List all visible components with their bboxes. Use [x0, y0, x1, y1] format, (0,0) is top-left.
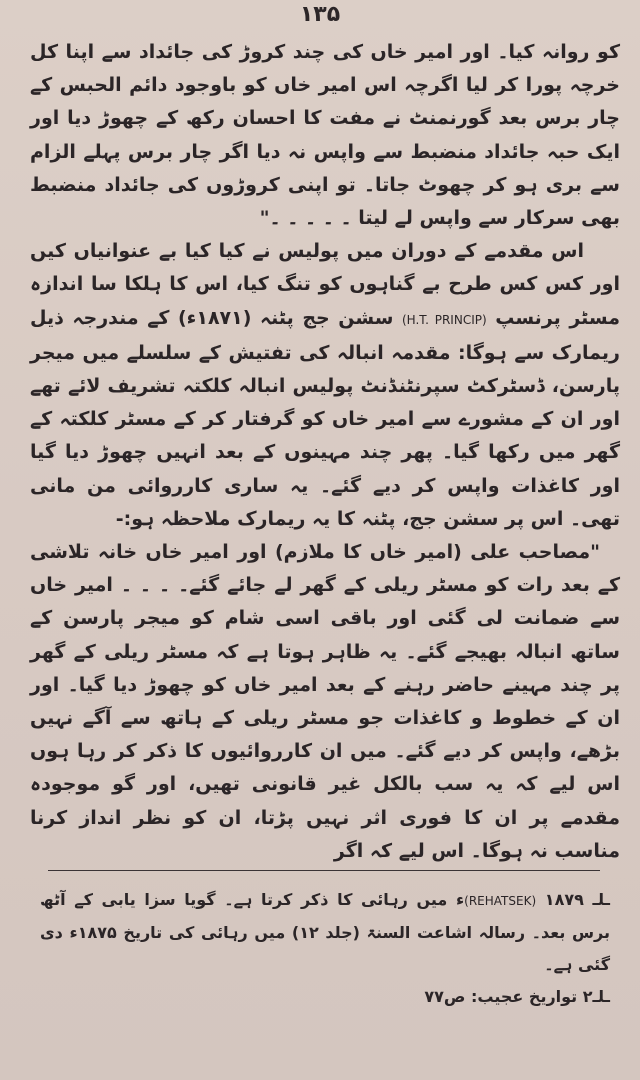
main-text [30, 36, 620, 868]
latin-name-rehatsek: (REHATSEK) [464, 894, 537, 908]
footnote-1 [40, 884, 610, 981]
paragraph-2-text-a: اس مقدمے کے دوران میں پولیس نے کیا کیا بے عنوانیاں کیں اور کس کس طرح بے گناہوں کو تنگ کیا، اس کا ہلکا سا اندازہ مسٹر پرنسپ [30, 240, 620, 329]
paragraph-2 [30, 235, 620, 536]
footnote-2: ـلـ۲ تواریخ عجیب: ص۷۷ [424, 987, 610, 1006]
footnote-1-text: ۱۸۷۹ء میں رہائی کا ذکر کرتا ہے۔ گویا سزا یابی کے آٹھ برس بعد۔ رسالہ اشاعت السنۃ (جلد ۱۲) میں رہائی کی تاریخ ۱۸۷۵ء دی گئی ہے۔ [40, 890, 611, 974]
latin-name-princip: (H.T. PRINCIP) [401, 312, 487, 327]
paragraph-2-text-b: سشن جج پٹنہ (۱۸۷۱ء) کے مندرجہ ذیل ریمارک سے ہوگا: مقدمہ انبالہ کی تفتیش کے سلسلے میں میجر پارسن، ڈسٹرکٹ سپرنٹنڈنٹ پولیس انبالہ کلکتہ تشریف لائے تھے اور ان کے مشورے سے امیر خاں کو گرفتار کر کے مسٹر کلکتہ کے گھر میں رکھا گیا۔ پھر چند مہینوں کے بعد انہیں چھوڑ دیا گیا اور کاغذات واپس کر دیے گئے۔ یہ ساری کارروائی من مانی تھی۔ اس پر سشن جج، پٹنہ کا یہ ریمارک ملاحظہ ہو:- [30, 306, 620, 530]
footnotes [40, 884, 610, 1013]
page-number: ۱۳۵ [299, 2, 341, 27]
paragraph-1: کو روانہ کیا۔ اور امیر خاں کی چند کروڑ کی جائداد سے اپنا کل خرچہ پورا کر لیا اگرچہ اس امیر خاں کو باوجود دائم الحبس کے چار برس بعد گورنمنٹ نے مفت کا احسان رکھ کے چھوڑ دیا اور ایک حبہ جائداد منضبط سے واپس نہ دیا اگر چار برس پہلے الزام سے بری ہو کر چھوٹ جاتا۔ تو اپنی کروڑوں کی جائداد منضبط بھی سرکار سے واپس لے لیتا ۔ ۔ ۔ ۔ ۔" [30, 41, 620, 230]
footnote-divider [48, 870, 600, 871]
quoted-remark: "مصاحب علی (امیر خاں کا ملازم) اور امیر خاں خانہ تلاشی کے بعد رات کو مسٹر ریلی کے گھر لے جائے گئے۔ ۔ ۔ ۔ امیر خاں سے ضمانت لی گئی اور باقی اسی شام کو میجر پارسن کے ساتھ انبالہ بھیجے گئے۔ یہ ظاہر ہوتا ہے کہ مسٹر ریلی کے گھر پر چند مہینے حاضر رہنے کے بعد امیر خاں کو چھوڑ دیا گیا۔ اور ان کے خطوط و کاغذات جو مسٹر ریلی کے ہاتھ سے آگے نہیں بڑھے، واپس کر دیے گئے۔ میں ان کارروائیوں کا ذکر کر رہا ہوں اس لیے کہ یہ سب بالکل غیر قانونی تھیں، اور گو موجودہ مقدمے پر ان کا فوری اثر نہیں پڑتا، ان کو نظر انداز کرنا مناسب نہ ہوگا۔ اس لیے کہ اگر [30, 541, 620, 862]
footnote-1-marker: ـلـ [592, 890, 610, 909]
